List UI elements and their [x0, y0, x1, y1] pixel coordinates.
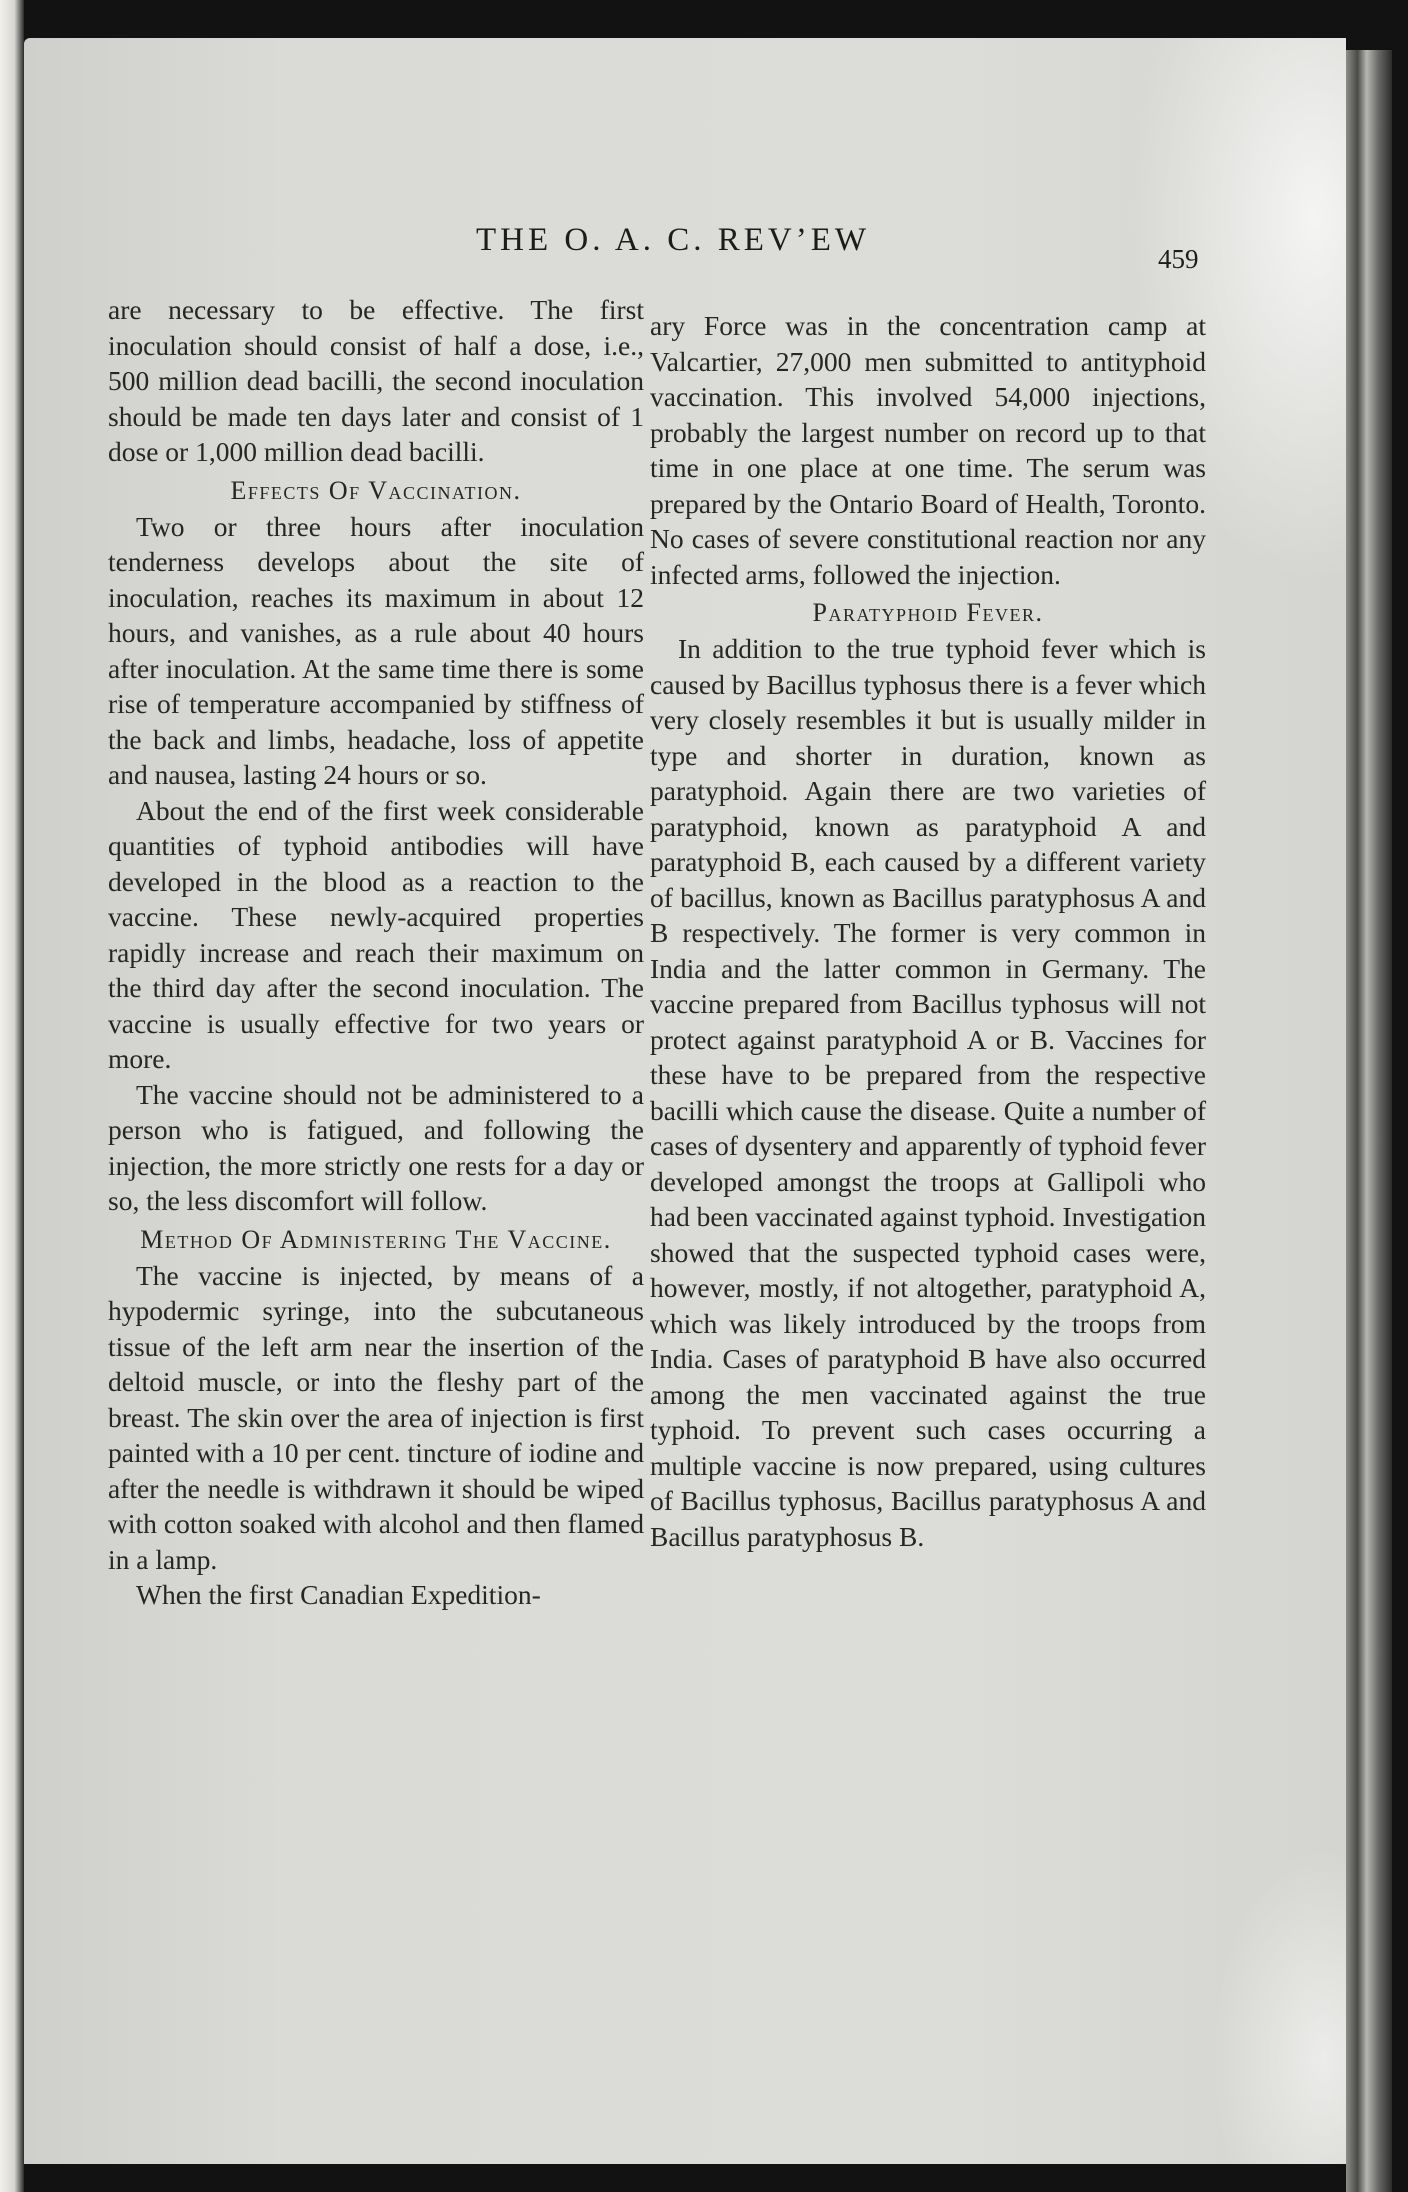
paragraph: When the first Canadian Expedition- — [136, 1579, 541, 1610]
paragraph: The vaccine should not be administered to a person who is fatigued, and following the injection, the more strictly one rests for a day or so, the less discomfort will follow. — [108, 1078, 644, 1216]
paragraph: ary Force was in the concentration camp at Valcartier, 27,000 men submitted to antityphoid vaccination. This involved 54,000 injections, probably the largest number on record up to that time in one place at one time. The serum was prepared by the Ontario Board of Health, Toronto. No cases of severe constitutional reaction nor any infected arms, followed the injection. — [650, 310, 1206, 590]
section-heading: Paratyphoid Fever. — [812, 598, 1044, 627]
adjacent-page-edge — [0, 0, 24, 2192]
paragraph: About the end of the first week considerable quantities of typhoid antibodies will have developed in the blood as a reaction to the vaccine. These newly-acquired properties rapidly increase and reach their maximum on the third day after the second inoculation. The vaccine is usually effective for two years or more. — [108, 794, 644, 1074]
page-binding-shadow — [1346, 50, 1392, 2192]
left-column — [108, 292, 644, 1613]
section-heading: Method Of Administering The Vaccine. — [140, 1224, 612, 1254]
paragraph: Two or three hours after inoculation tenderness develops about the site of inoculation, reaches its maximum in about 12 hours, and vanishes, as a rule about 40 hours after inoculation. At the same time there is some rise of temperature accompanied by stiffness of the back and limbs, headache, loss of appetite and nausea, lasting 24 hours or so. — [108, 510, 644, 790]
paragraph: The vaccine is injected, by means of a hypodermic syringe, into the subcutaneous tissue of the left arm near the insertion of the deltoid muscle, or into the fleshy part of the breast. The skin over the area of injection is first painted with a 10 per cent. tincture of iodine and after the needle is withdrawn it should be wiped with cotton soaked with alcohol and then flamed in a lamp. — [108, 1259, 644, 1575]
page-number: 459 — [1158, 244, 1199, 274]
paragraph: are necessary to be effective. The first inoculation should consist of half a dose, i.e., 500 million dead bacilli, the second inoculation should be made ten days later and consist of 1 dose or 1,000 million dead bacilli. — [108, 294, 644, 467]
section-heading: Effects Of Vaccination. — [230, 475, 522, 505]
right-column — [650, 308, 1206, 1554]
running-title: THE O. A. C. REV’EW — [476, 222, 871, 258]
paragraph: In addition to the true typhoid fever which is caused by Bacillus typhosus there is a fever which very closely resembles it but is usually milder in type and shorter in duration, known as paratyphoid. Again there are two varieties of paratyphoid, known as paratyphoid A and paratyphoid B, each caused by a different variety of bacillus, known as Bacillus paratyphosus A and B respectively. The former is very common in India and the latter common in Germany. The vaccine prepared from Bacillus typhosus will not protect against paratyphoid A or B. Vaccines for these have to be prepared from the respective bacilli which cause the disease. Quite a number of cases of dysentery and apparently of typhoid fever developed amongst the troops at Gallipoli who had been vaccinated against typhoid. Investigation showed that the suspected typhoid cases were, however, mostly, if not altogether, paratyphoid A, which was likely introduced by the troops from India. Cases of paratyphoid B have also occurred among the men vaccinated against the true typhoid. To prevent such cases occurring a multiple vaccine is now prepared, using cultures of Bacillus typhosus, Bacillus paratyphosus A and Bacillus paratyphosus B. — [650, 633, 1206, 1552]
